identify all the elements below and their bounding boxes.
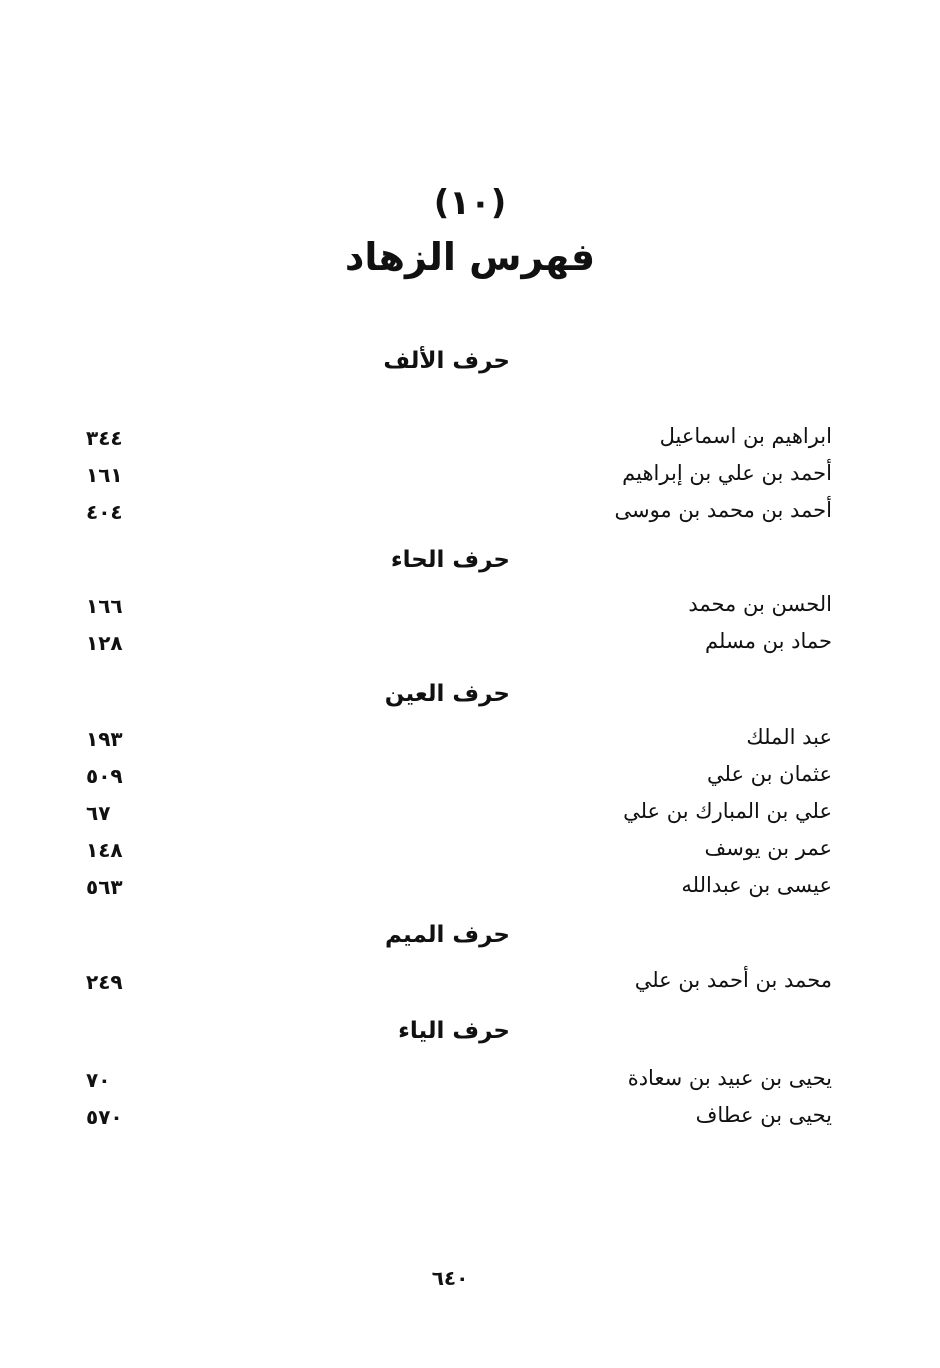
- entry-page-number: ٥٧٠: [86, 1105, 123, 1129]
- entry-name: الحسن بن محمد: [688, 592, 832, 616]
- index-entry: [80, 424, 832, 458]
- entry-page-number: ١٤٨: [86, 838, 123, 862]
- entry-page-number: ٣٤٤: [86, 426, 123, 450]
- index-entry: [80, 498, 832, 532]
- entry-page-number: ٥٦٣: [86, 875, 123, 899]
- section-heading-meem: حرف الميم: [385, 922, 510, 948]
- entry-page-number: ٦٧: [86, 801, 111, 825]
- entry-page-number: ١٢٨: [86, 631, 123, 655]
- entry-name: عثمان بن علي: [707, 762, 832, 786]
- index-entry: [80, 762, 832, 796]
- index-entry: [80, 629, 832, 663]
- index-entry: [80, 1103, 832, 1137]
- entry-name: يحيى بن عبيد بن سعادة: [627, 1066, 832, 1090]
- entry-page-number: ٥٠٩: [86, 764, 123, 788]
- entry-name: أحمد بن علي بن إبراهيم: [622, 461, 832, 485]
- index-entry: [80, 592, 832, 626]
- page-number: ٦٤٠: [431, 1266, 469, 1290]
- entry-page-number: ٤٠٤: [86, 500, 123, 524]
- section-heading-ain: حرف العين: [384, 681, 510, 707]
- entry-name: ابراهيم بن اسماعيل: [659, 424, 832, 448]
- index-entry: [80, 968, 832, 1002]
- entry-page-number: ٧٠: [86, 1068, 111, 1092]
- entry-name: يحيى بن عطاف: [695, 1103, 832, 1127]
- entry-name: عمر بن يوسف: [704, 836, 832, 860]
- index-entry: [80, 1066, 832, 1100]
- entry-name: أحمد بن محمد بن موسى: [614, 498, 832, 522]
- section-heading-alif: حرف الألف: [383, 348, 510, 374]
- section-heading-yaa: حرف الياء: [398, 1018, 510, 1044]
- section-heading-haa: حرف الحاء: [390, 547, 510, 573]
- page-title: فهرس الزهاد: [344, 235, 596, 279]
- entry-name: عيسى بن عبدالله: [681, 873, 832, 897]
- entry-page-number: ١٦١: [86, 463, 123, 487]
- index-entry: [80, 799, 832, 833]
- entry-page-number: ٢٤٩: [86, 970, 123, 994]
- entry-name: حماد بن مسلم: [705, 629, 832, 653]
- entry-page-number: ١٦٦: [86, 594, 123, 618]
- index-entry: [80, 836, 832, 870]
- entry-name: عبد الملك: [746, 725, 832, 749]
- index-entry: [80, 461, 832, 495]
- entry-name: علي بن المبارك بن علي: [623, 799, 832, 823]
- entry-name: محمد بن أحمد بن علي: [634, 968, 832, 992]
- index-entry: [80, 725, 832, 759]
- entry-page-number: ١٩٣: [86, 727, 123, 751]
- index-number: (١٠): [433, 183, 507, 223]
- index-entry: [80, 873, 832, 907]
